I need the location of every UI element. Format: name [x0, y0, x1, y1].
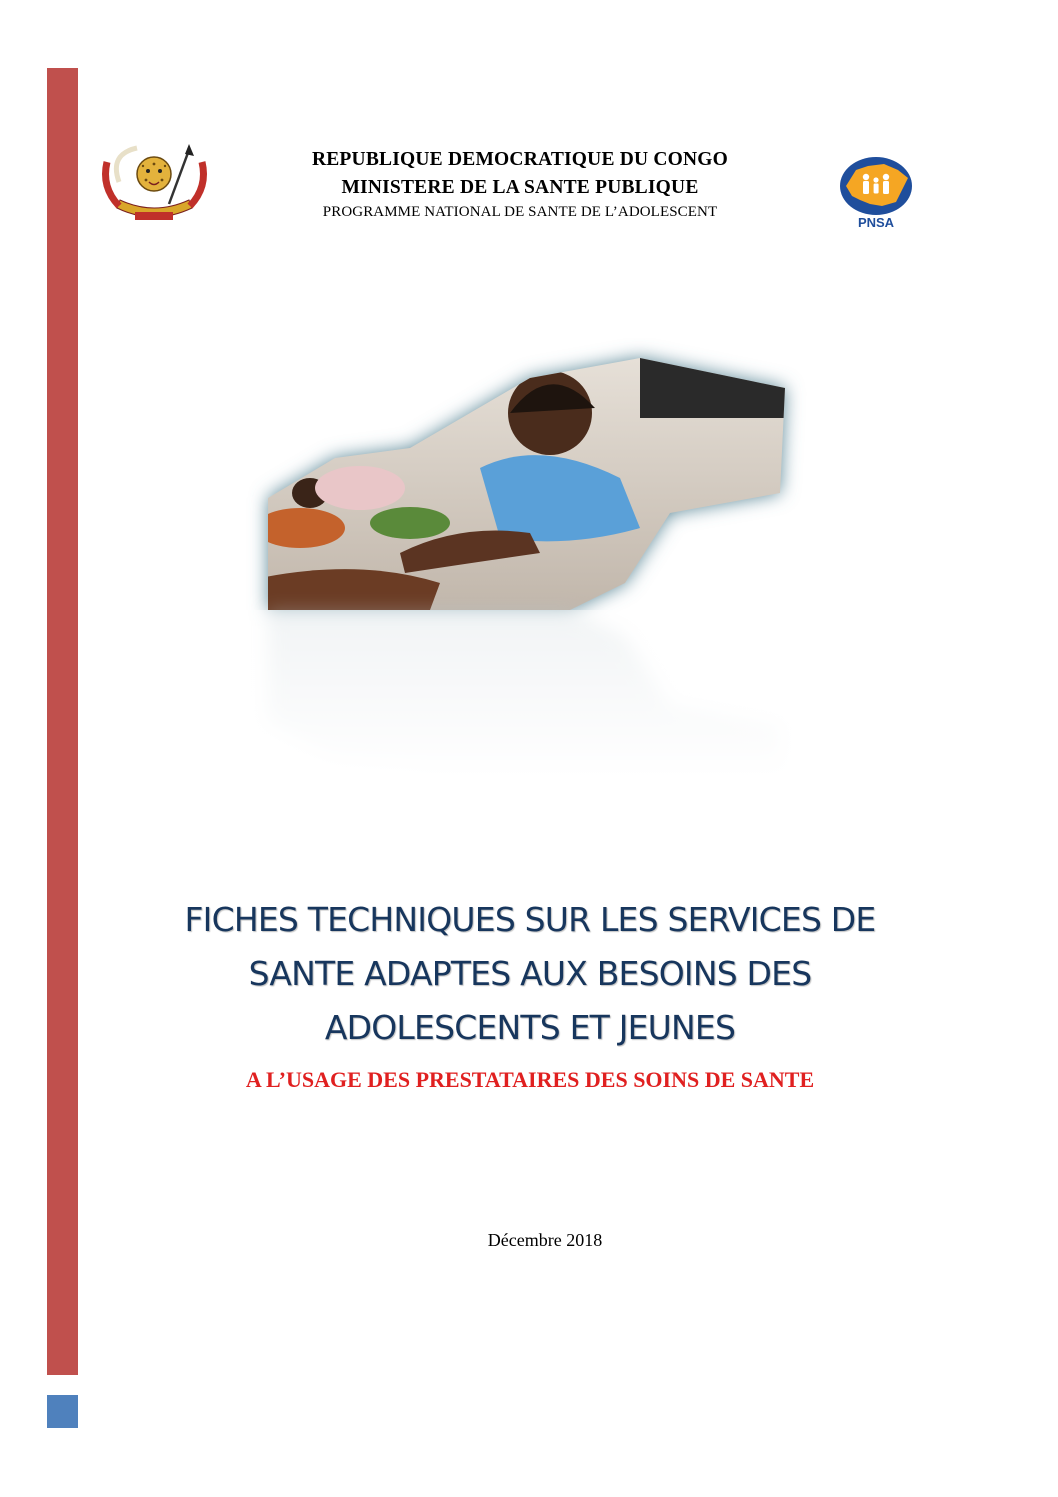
side-accent-square [47, 1395, 78, 1428]
publication-date: Décembre 2018 [487, 1230, 603, 1250]
ministry-name: MINISTERE DE LA SANTE PUBLIQUE [341, 177, 699, 198]
side-accent-bar [47, 68, 78, 1375]
document-subtitle: A L’USAGE DES PRESTATAIRES DES SOINS DE SANTE [245, 1067, 815, 1092]
coat-of-arms-logo [97, 142, 212, 224]
cover-photo [240, 338, 840, 778]
pnsa-label: PNSA [857, 215, 895, 230]
title-line-1: FICHES TECHNIQUES SUR LES SERVICES DE [184, 900, 876, 939]
title-line-3: ADOLESCENTS ET JEUNES [324, 1008, 736, 1047]
document-title [110, 893, 950, 1055]
pnsa-logo [838, 156, 918, 230]
title-line-2: SANTE ADAPTES AUX BESOINS DES [248, 954, 812, 993]
header-block [220, 146, 820, 222]
program-name: PROGRAMME NATIONAL DE SANTE DE L’ADOLESCENT [322, 204, 718, 220]
country-name: REPUBLIQUE DEMOCRATIQUE DU CONGO [311, 149, 729, 170]
